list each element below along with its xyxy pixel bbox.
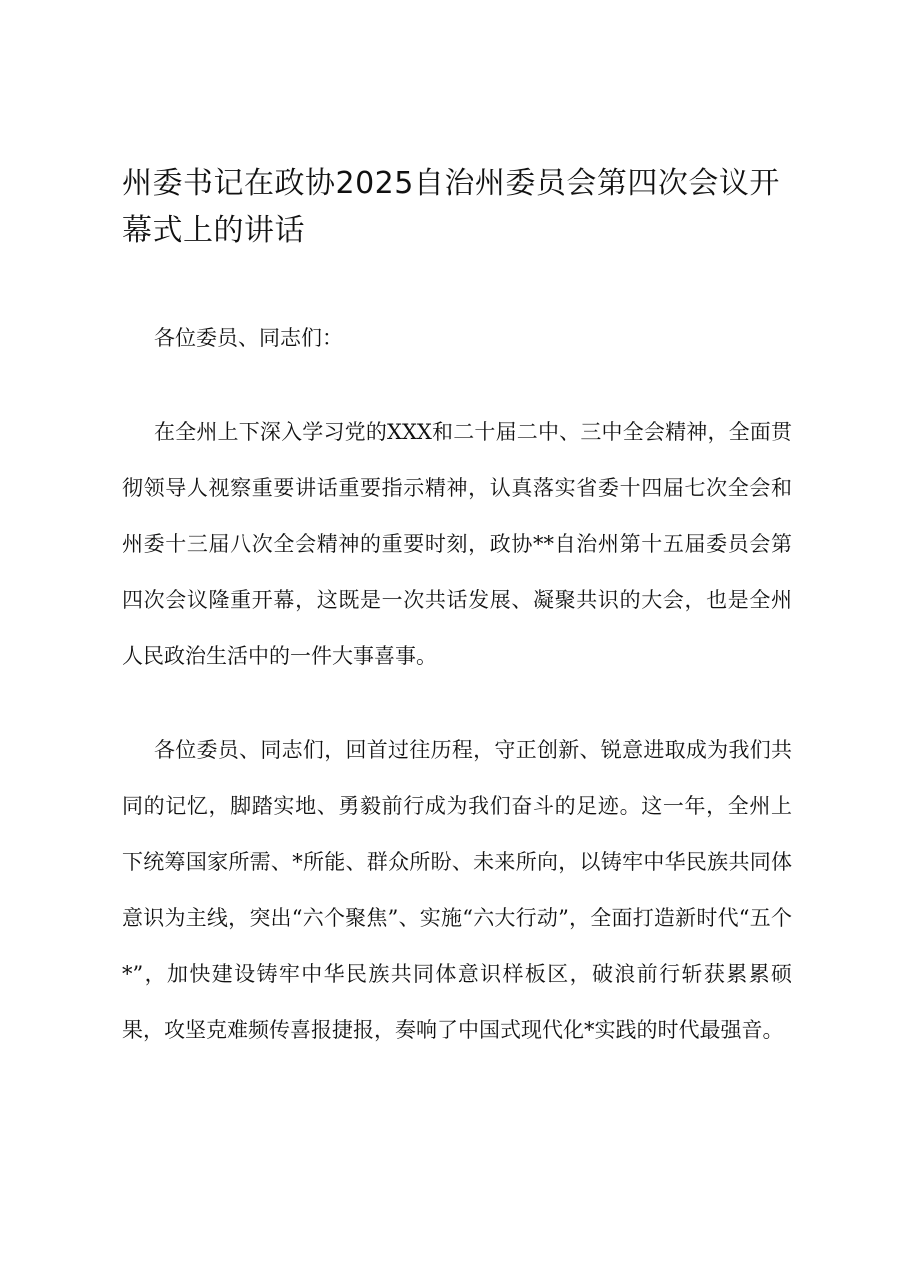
paragraph-1: 在全州上下深入学习党的XXX和二十届二中、三中全会精神，全面贯彻领导人视察重要讲话重要指示精神，认真落实省委十四届七次全会和州委十三届八次全会精神的重要时刻，政协**自治州第十五届委员会第四次会议隆重开幕，这既是一次共话发展、凝聚共识的大会，也是全州人民政治生活中的一件大事喜事。 (122, 420, 792, 668)
salutation: 各位委员、同志们： (154, 326, 343, 350)
paragraph-2: 各位委员、同志们，回首过往历程，守正创新、锐意进取成为我们共同的记忆，脚踏实地、勇毅前行成为我们奋斗的足迹。这一年，全州上下统筹国家所需、*所能、群众所盼、未来所向，以铸牢中华民族共同体意识为主线，突出“六个聚焦”、实施“六大行动”，全面打造新时代“五个*”，加快建设铸牢中华民族共同体意识样板区，破浪前行斩获累累硕果，攻坚克难频传喜报捷报，奏响了中国式现代化*实践的时代最强音。 (122, 738, 792, 1042)
document-title: 州委书记在政协2025自治州委员会第四次会议开幕式上的讲话 (122, 166, 780, 248)
document-body (122, 160, 792, 1058)
